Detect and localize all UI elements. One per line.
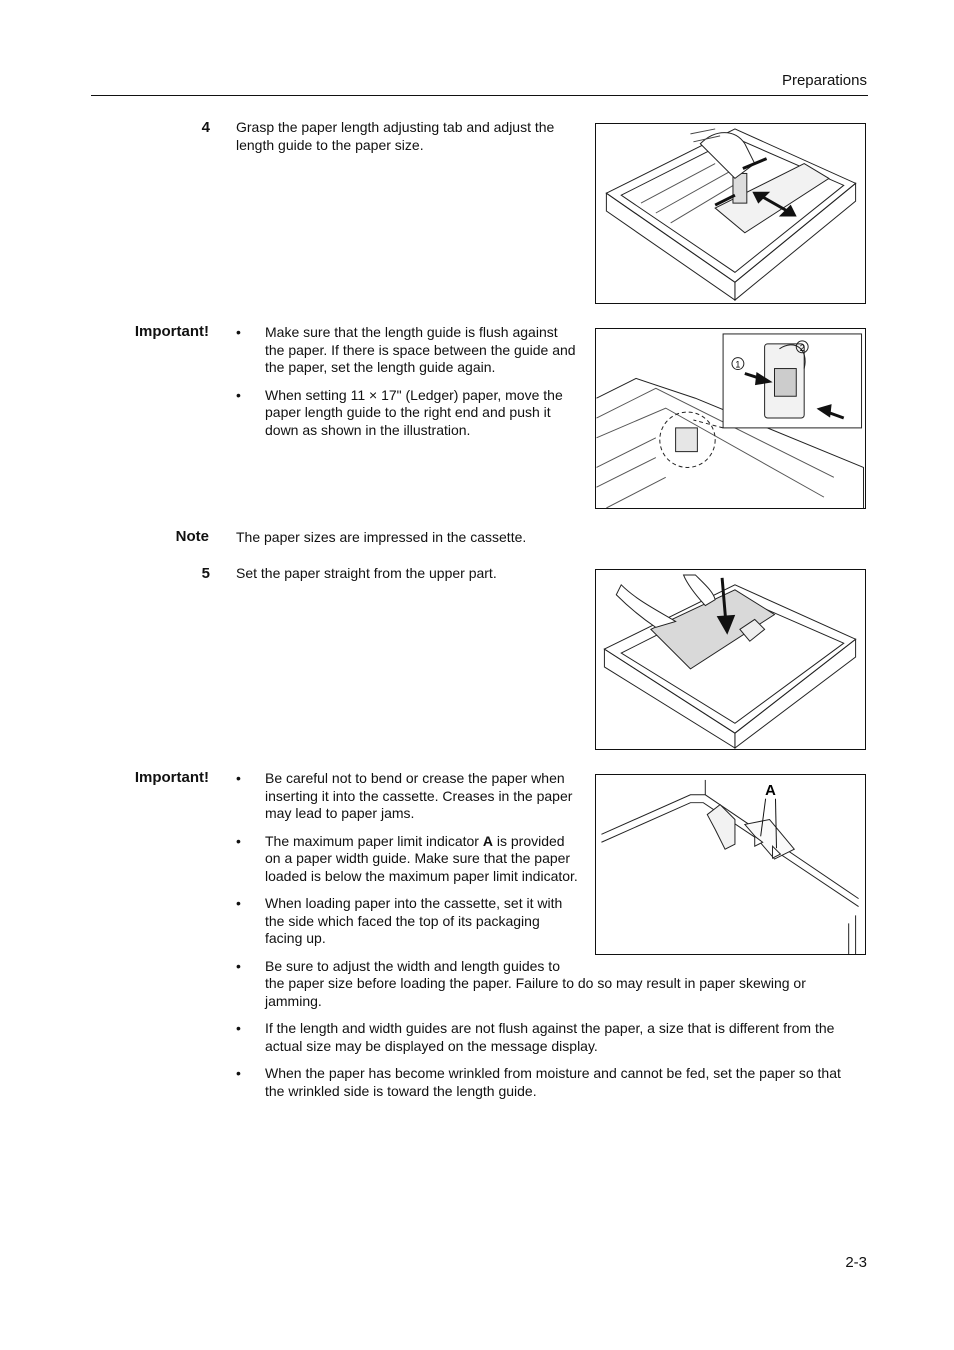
important-2-bullet-4: • Be sure to adjust the width and length guides to the paper size before loading the paper. Failure to do so may result in paper skewing or jamming. — [236, 958, 866, 1011]
indicator-a-label: A — [765, 782, 776, 799]
length-guide-detail-illustration — [596, 329, 865, 508]
callout-2: 2 — [799, 342, 805, 353]
step-4-text: Grasp the paper length adjusting tab and adjust the length guide to the paper size. — [236, 119, 555, 153]
cassette-length-guide-illustration — [596, 124, 865, 303]
indicator-a-reference: A — [482, 832, 493, 849]
important-1-bullet-2: • When setting 11 × 17" (Ledger) paper, move the paper length guide to the right end and push it down as shown in the illustration. — [236, 387, 596, 440]
step-5-number: 5 — [201, 565, 210, 582]
important-label-1: Important! — [134, 323, 209, 340]
loading-paper-figure — [595, 569, 866, 750]
important-list-1 — [236, 324, 596, 449]
important-2-bullet-5: • If the length and width guides are not flush against the paper, a size that is different from the actual size may be displayed on the message display. — [236, 1020, 866, 1055]
step-4-number: 4 — [201, 119, 210, 136]
loading-paper-illustration — [596, 570, 865, 749]
note-text: The paper sizes are impressed in the cassette. — [236, 529, 527, 545]
callout-1: 1 — [735, 359, 741, 370]
length-guide-detail-figure — [595, 328, 866, 509]
important-1-bullet-1: • Make sure that the length guide is flush against the paper. If there is space between the guide and the paper, set the length guide again. — [236, 324, 596, 377]
important-2-bullet-6: • When the paper has become wrinkled from moisture and cannot be fed, set the paper so that the wrinkled side is toward the length guide. — [236, 1065, 866, 1100]
cassette-length-guide-figure — [595, 123, 866, 304]
paper-limit-indicator-figure — [595, 774, 866, 955]
step-5-text: Set the paper straight from the upper part. — [236, 565, 497, 581]
page-number: 2-3 — [845, 1254, 867, 1271]
important-label-2: Important! — [134, 769, 209, 786]
important-2-bullet-3: • When loading paper into the cassette, set it with the side which faced the top of its packaging facing up. — [236, 895, 866, 948]
paper-limit-indicator-illustration — [596, 775, 865, 954]
page-header-title: Preparations — [781, 72, 867, 89]
note-label: Note — [175, 528, 209, 545]
important-2-bullet-2: • The maximum paper limit indicator A is provided on a paper width guide. Make sure that the paper loaded is below the maximum paper limit indicator. — [236, 833, 866, 886]
important-2-bullet-1: • Be careful not to bend or crease the paper when inserting it into the cassette. Creases in the paper may lead to paper jams. — [236, 770, 866, 823]
header-rule — [91, 95, 868, 96]
